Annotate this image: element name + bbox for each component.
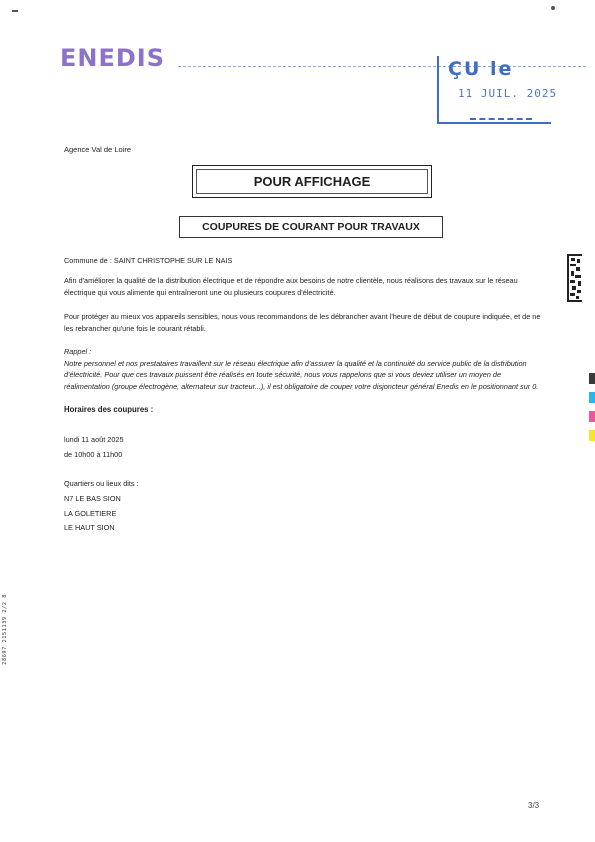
registration-mark-cyan — [589, 392, 595, 403]
outage-time: de 10h00 à 11h00 — [64, 450, 123, 459]
page-number: 3/3 — [528, 801, 540, 810]
reminder-text: Notre personnel et nos prestataires travaillent sur le réseau électrique afin d'assurer la qualité et la continuité du service public de la distribution d'électricité. Pour que ces travaux puissent être réalisés en toute sécurité, nous vous rappelons que si vous deviez utiliser un moyen de réalimentation (groupe électrogène, alternateur sur tracteur...), il est obligatoire de couper votre disjoncteur général Enedis en le positionnant sur 0. — [64, 358, 539, 391]
reminder-label: Rappel : — [64, 347, 92, 356]
intro-paragraph: Afin d'améliorer la qualité de la distribution électrique et de répondre aux besoins de notre clientèle, nous réalisons des travaux sur le réseau électrique qui vous alimente qui entraîneront une ou plusieurs coupures d'électricité. — [64, 276, 518, 297]
commune-line: Commune de : SAINT CHRISTOPHE SUR LE NAIS — [64, 256, 233, 265]
location-item: LE HAUT SION — [64, 523, 115, 532]
stamp-date: 11 JUIL. 2025 — [458, 87, 558, 100]
scan-mark — [12, 10, 18, 12]
agency-name: Agence Val de Loire — [64, 145, 131, 154]
registration-mark-black — [589, 373, 595, 384]
page-title: POUR AFFICHAGE — [196, 169, 428, 194]
enedis-logo: ENEDIS — [60, 44, 166, 72]
registration-mark-magenta — [589, 411, 595, 422]
side-reference-code: 28697 2151139 2/2 8 — [2, 594, 8, 665]
advice-paragraph: Pour protéger au mieux vos appareils sensibles, nous vous recommandons de les débrancher avant l'heure de début de coupure indiquée, et de ne les rebrancher qu'une fois le courant rétabli. — [64, 312, 541, 333]
stamp-title: ÇU le — [448, 58, 514, 80]
subtitle-box: COUPURES DE COURANT POUR TRAVAUX — [179, 216, 443, 238]
location-item: LA GOLETIERE — [64, 509, 117, 518]
locations-title: Quartiers ou lieux dits : — [64, 479, 139, 488]
outage-date: lundi 11 août 2025 — [64, 435, 124, 444]
registration-mark-yellow — [589, 430, 595, 441]
title-box — [192, 165, 432, 198]
schedule-title: Horaires des coupures : — [64, 405, 154, 414]
datamatrix-code — [567, 254, 582, 302]
location-item: N7 LE BAS SION — [64, 494, 121, 503]
reminder-block — [64, 346, 545, 392]
stamp-signature-line — [470, 118, 532, 120]
scan-dot — [551, 6, 555, 10]
